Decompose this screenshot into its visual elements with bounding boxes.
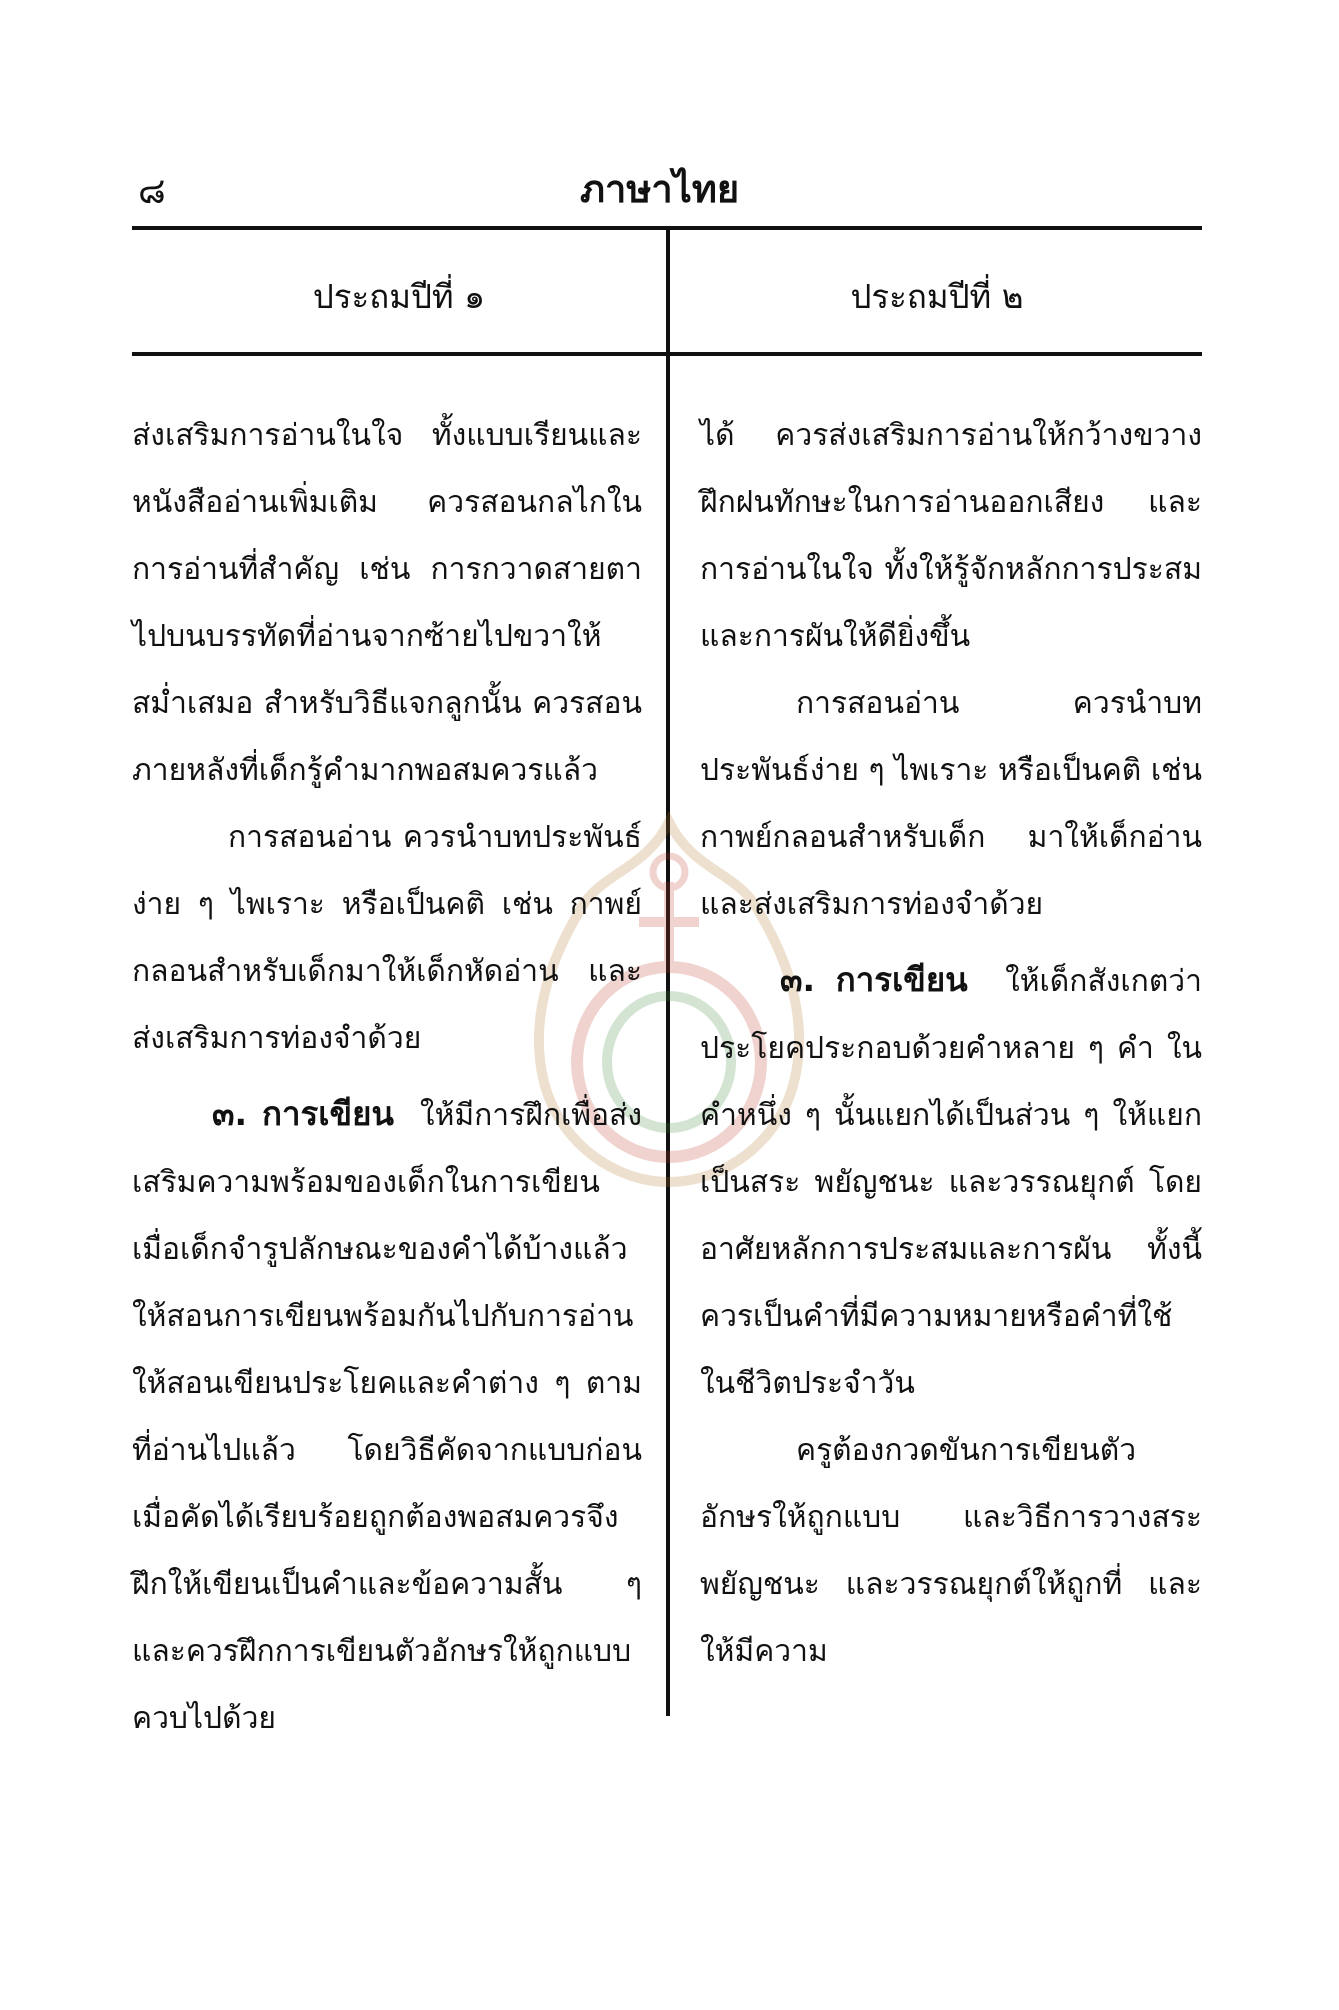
paragraph: ส่งเสริมการอ่านในใจ ทั้งแบบเรียนและหนังสืออ่านเพิ่มเติม ควรสอนกลไกในการอ่านที่สำคัญ เช่น การกวาดสายตาไปบนบรรทัดที่อ่านจากซ้ายไปขวาให้สม่ำเสมอ สำหรับวิธีแจกลูกนั้น ควรสอนภายหลังที่เด็กรู้คำมากพอสมควรแล้ว [132,418,642,788]
paragraph: ครูต้องกวดขันการเขียนตัวอักษรให้ถูกแบบ และวิธีการวางสระ พยัญชนะ และวรรณยุกต์ให้ถูกที่ และให้มีความ [700,1433,1202,1669]
column-grade-1 [132,402,642,1752]
column-heading-grade-1: ประถมปีที่ ๑ [312,277,486,316]
paragraph: การสอนอ่าน ควรนำบทประพันธ์ง่าย ๆ ไพเราะ หรือเป็นคติ เช่น กาพย์กลอนสำหรับเด็กมาให้เด็กหัดอ่าน และส่งเสริมการท่องจำด้วย [132,820,642,1056]
page-number: ๘ [138,171,166,212]
page-title: ภาษาไทย [580,166,740,211]
paragraph: ได้ ควรส่งเสริมการอ่านให้กว้างขวาง ฝึกฝนทักษะในการอ่านออกเสียง และการอ่านในใจ ทั้งให้รู้จักหลักการประสมและการผันให้ดียิ่งขึ้น [700,418,1202,654]
paragraph: การสอนอ่าน ควรนำบทประพันธ์ง่าย ๆ ไพเราะ หรือเป็นคติ เช่น กาพย์กลอนสำหรับเด็ก มาให้เด็กอ่าน และส่งเสริมการท่องจำด้วย [700,686,1202,922]
column-grade-2 [700,402,1202,1685]
column-divider [666,226,670,1716]
section-heading: ๓. การเขียน [212,1094,394,1133]
column-heading-grade-2: ประถมปีที่ ๒ [850,277,1024,316]
section-text: ให้เด็กสังเกตว่าประโยคประกอบด้วยคำหลาย ๆ คำ ในคำหนึ่ง ๆ นั้นแยกได้เป็นส่วน ๆ ให้แยกเป็นสระ พยัญชนะ และวรรณยุกต์ โดยอาศัยหลักการประสมและการผัน ทั้งนี้ควรเป็นคำที่มีความหมายหรือคำที่ใช้ในชีวิตประจำวัน [700,964,1202,1401]
section-heading: ๓. การเขียน [780,960,968,999]
section-text: ให้มีการฝึกเพื่อส่งเสริมความพร้อมของเด็กในการเขียน เมื่อเด็กจำรูปลักษณะของคำได้บ้างแล้ว ให้สอนการเขียนพร้อมกันไปกับการอ่าน ให้สอนเขียนประโยคและคำต่าง ๆ ตามที่อ่านไปแล้ว โดยวิธีคัดจากแบบก่อน เมื่อคัดได้เรียบร้อยถูกต้องพอสมควรจึงฝึกให้เขียนเป็นคำและข้อความสั้น ๆ และควรฝึกการเขียนตัวอักษรให้ถูกแบบควบไปด้วย [132,1098,642,1736]
writing-section [700,946,1202,1417]
writing-section [132,1080,642,1752]
